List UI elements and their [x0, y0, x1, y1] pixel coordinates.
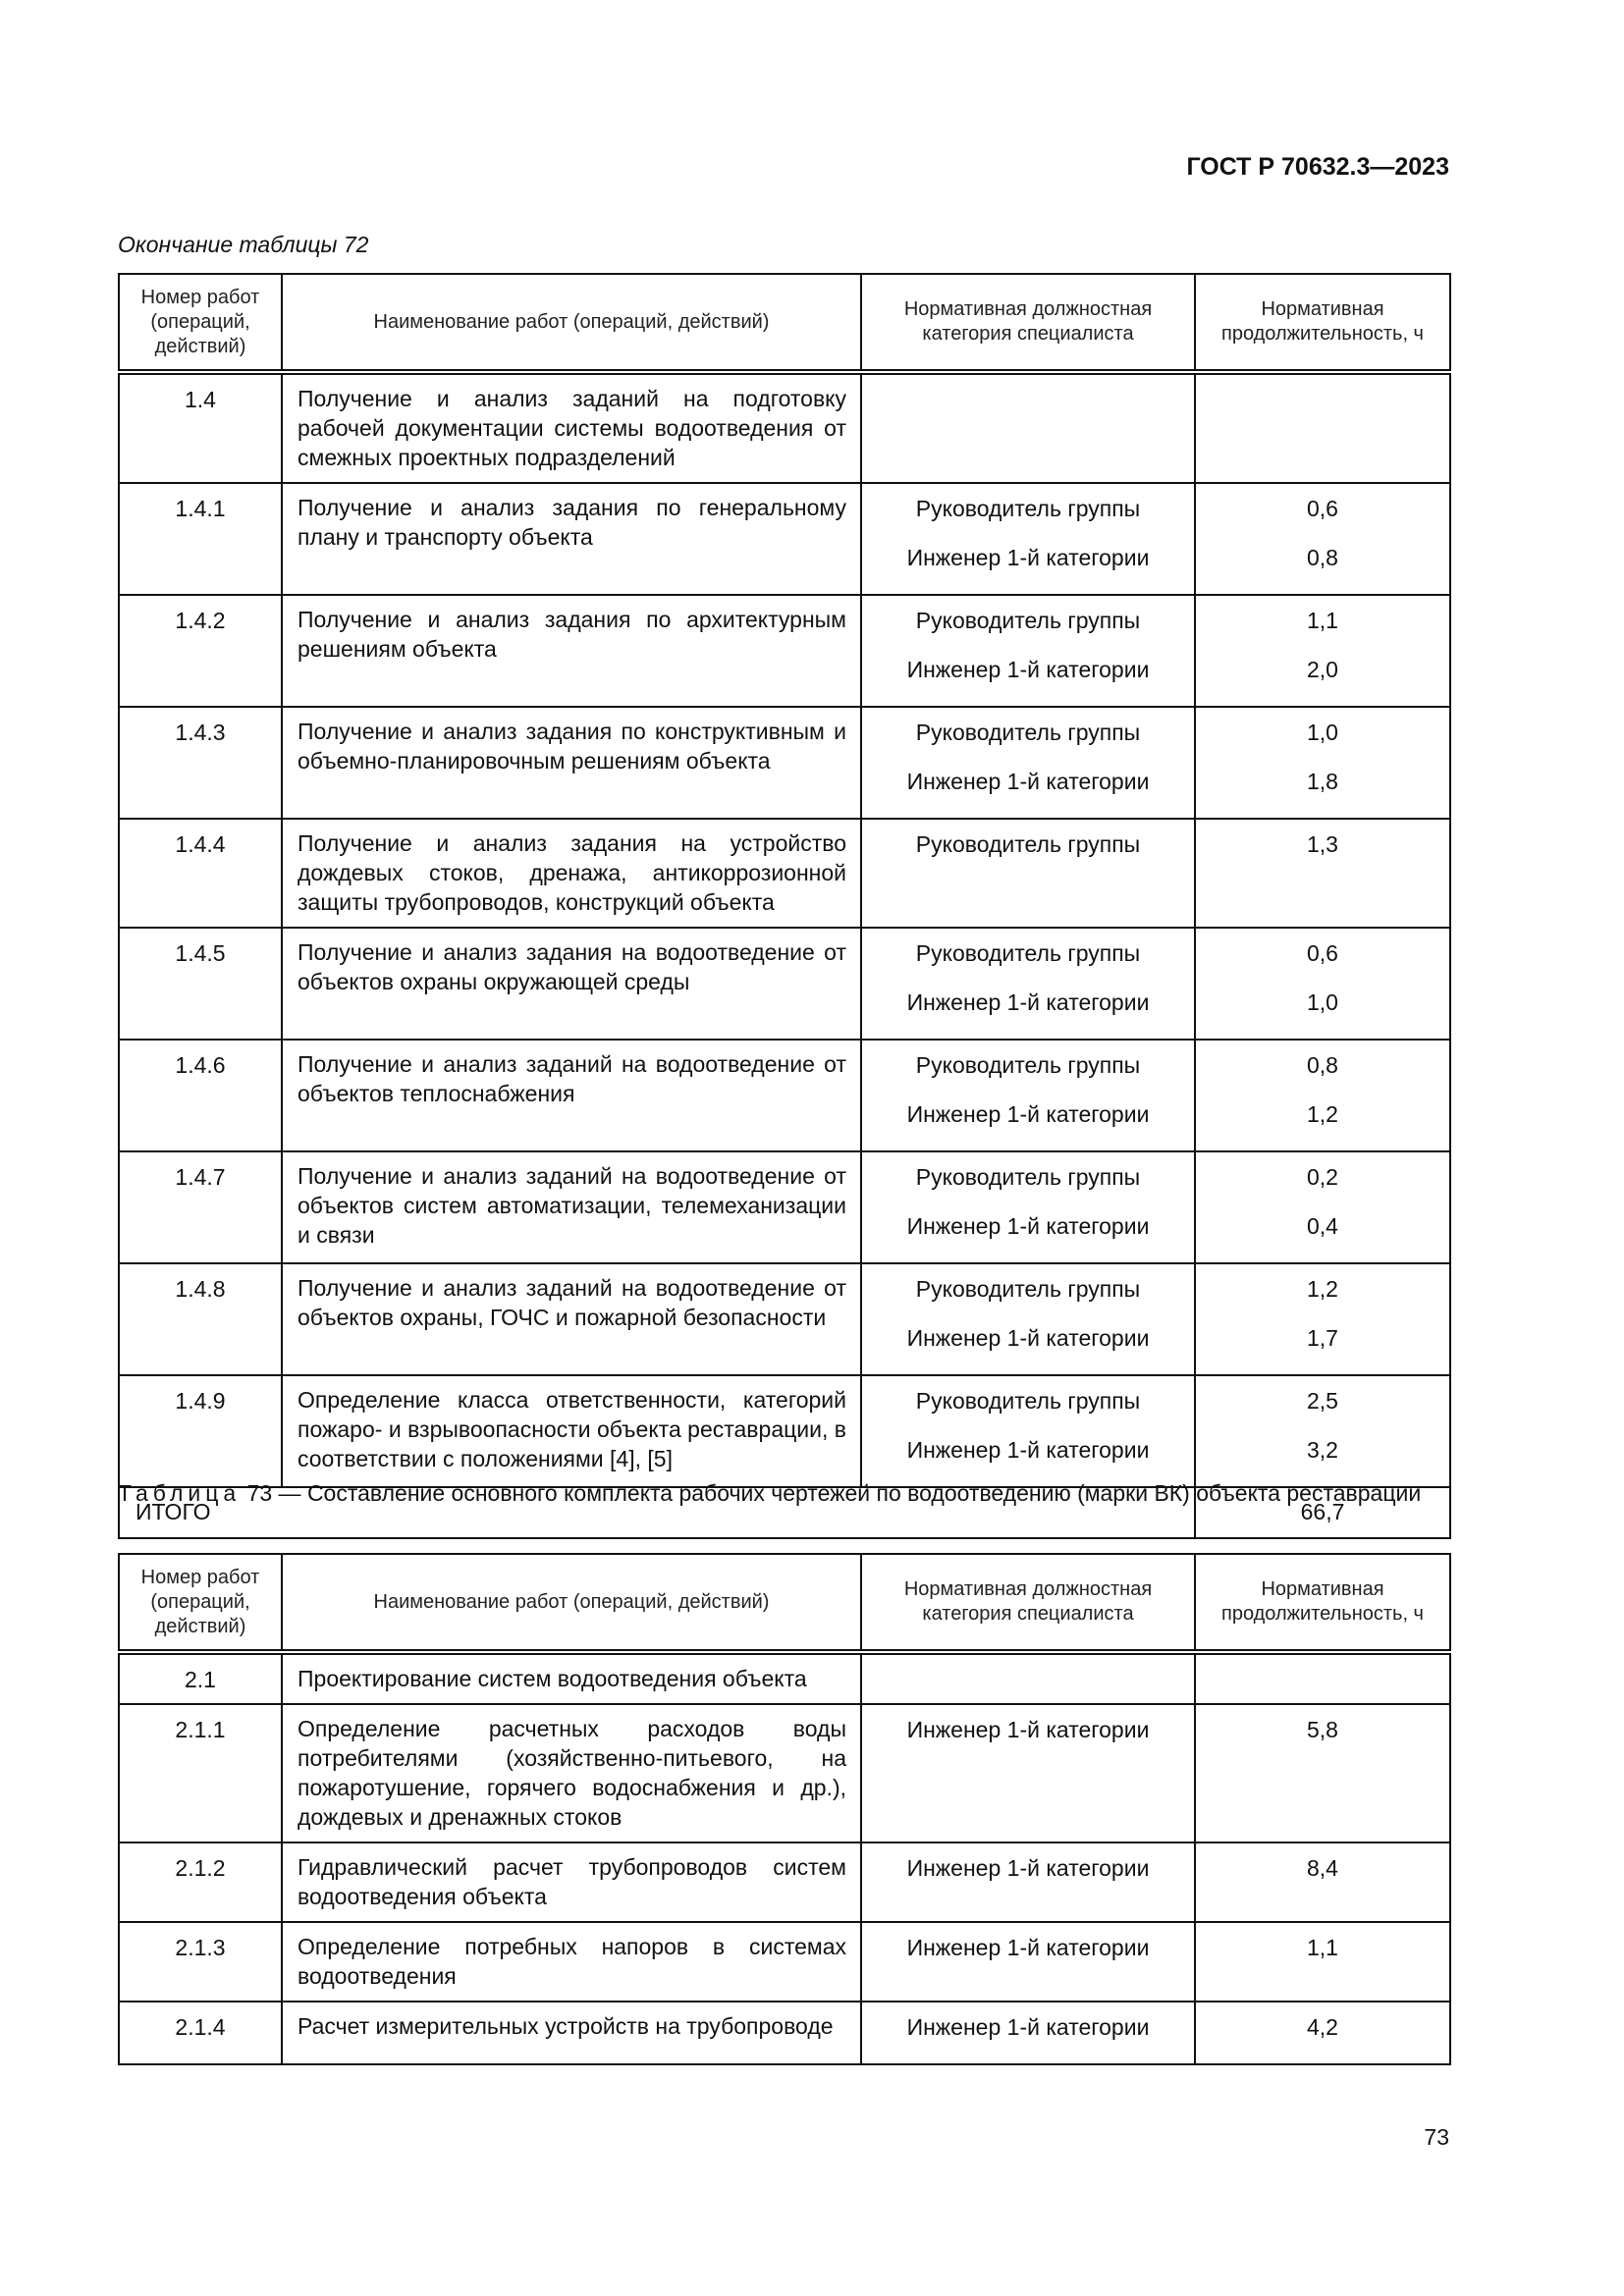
specialist-category-cell	[861, 1652, 1195, 1704]
duration-value: 0,8	[1307, 1052, 1338, 1078]
column-header-duration: Нормативная продолжительность, ч	[1195, 274, 1450, 372]
specialist-category-cell	[861, 1922, 1195, 2002]
specialist-category: Руководитель группы	[915, 1388, 1141, 1414]
specialist-category-cell	[861, 928, 1195, 1040]
work-number-cell: 1.4.3	[119, 707, 282, 819]
specialist-category-cell	[861, 819, 1195, 928]
duration-value: 1,2	[1307, 1101, 1338, 1127]
work-name-cell: Получение и анализ задания по архитектурным решениям объекта	[282, 595, 861, 707]
total-label: ИТОГО	[119, 1487, 1195, 1538]
duration-value: 2,5	[1307, 1388, 1338, 1414]
work-name-cell: Определение класса ответственности, категорий пожаро- и взрывоопасности объекта реставрации, в соответствии с положениями [4], [5]	[282, 1375, 861, 1487]
duration-cell	[1195, 707, 1450, 819]
specialist-category-cell	[861, 1842, 1195, 1922]
specialist-category-cell	[861, 2002, 1195, 2064]
duration-cell	[1195, 2002, 1450, 2064]
column-header-category: Нормативная должностная категория специалиста	[861, 1554, 1195, 1652]
work-name-cell: Получение и анализ заданий на водоотведение от объектов систем автоматизации, телемеханизации и связи	[282, 1151, 861, 1263]
duration-value: 1,8	[1307, 769, 1338, 794]
specialist-category: Руководитель группы	[915, 831, 1141, 857]
duration-cell	[1195, 1652, 1450, 1704]
work-number-cell: 2.1.3	[119, 1922, 282, 2002]
table-row	[119, 819, 1450, 928]
specialist-category: Инженер 1-й категории	[906, 1101, 1150, 1127]
duration-value: 1,1	[1307, 608, 1338, 633]
specialist-category-cell	[861, 483, 1195, 595]
specialist-category-cell	[861, 1040, 1195, 1151]
duration-value: 0,2	[1307, 1164, 1338, 1190]
column-header-number: Номер работ (операций, действий)	[119, 274, 282, 372]
specialist-category: Руководитель группы	[915, 1276, 1141, 1302]
document-code: ГОСТ Р 70632.3—2023	[1186, 153, 1449, 181]
work-number-cell: 1.4	[119, 372, 282, 483]
column-header-duration: Нормативная продолжительность, ч	[1195, 1554, 1450, 1652]
duration-value: 4,2	[1307, 2014, 1338, 2040]
column-header-name: Наименование работ (операций, действий)	[282, 274, 861, 372]
specialist-category: Инженер 1-й категории	[906, 1437, 1150, 1463]
work-number-cell: 2.1.1	[119, 1704, 282, 1842]
duration-value: 1,0	[1307, 720, 1338, 745]
specialist-category: Инженер 1-й категории	[906, 1325, 1150, 1351]
duration-cell	[1195, 595, 1450, 707]
duration-value: 1,2	[1307, 1276, 1338, 1302]
duration-value: 8,4	[1307, 1855, 1338, 1881]
table-row	[119, 1151, 1450, 1263]
duration-cell	[1195, 1263, 1450, 1375]
specialist-category-cell	[861, 1151, 1195, 1263]
specialist-category: Инженер 1-й категории	[906, 1855, 1150, 1881]
specialist-category: Инженер 1-й категории	[906, 657, 1150, 682]
work-name-cell: Проектирование систем водоотведения объекта	[282, 1652, 861, 1704]
duration-value: 3,2	[1307, 1437, 1338, 1463]
duration-cell	[1195, 1040, 1450, 1151]
duration-cell	[1195, 372, 1450, 483]
work-name-cell: Определение расчетных расходов воды потребителями (хозяйственно-питьевого, на пожаротушение, горячего водоснабжения и др.), дождевых и дренажных стоков	[282, 1704, 861, 1842]
work-number-cell: 1.4.7	[119, 1151, 282, 1263]
duration-cell	[1195, 928, 1450, 1040]
table-row	[119, 1040, 1450, 1151]
duration-cell	[1195, 1842, 1450, 1922]
specialist-category: Руководитель группы	[915, 496, 1141, 521]
specialist-category: Руководитель группы	[915, 1052, 1141, 1078]
work-name-cell: Определение потребных напоров в системах водоотведения	[282, 1922, 861, 2002]
specialist-category-cell	[861, 595, 1195, 707]
work-number-cell: 1.4.4	[119, 819, 282, 928]
table-72-caption: Окончание таблицы 72	[118, 232, 369, 257]
total-value: 66,7	[1195, 1487, 1450, 1538]
work-name-cell: Получение и анализ задания по конструктивным и объемно-планировочным решениям объекта	[282, 707, 861, 819]
specialist-category: Инженер 1-й категории	[906, 2014, 1150, 2040]
specialist-category: Руководитель группы	[915, 608, 1141, 633]
duration-cell	[1195, 1704, 1450, 1842]
specialist-category-cell	[861, 1263, 1195, 1375]
work-name-cell: Получение и анализ задания на водоотведение от объектов охраны окружающей среды	[282, 928, 861, 1040]
duration-value: 1,1	[1307, 1935, 1338, 1960]
duration-value: 2,0	[1307, 657, 1338, 682]
work-number-cell: 1.4.5	[119, 928, 282, 1040]
specialist-category-cell	[861, 1375, 1195, 1487]
duration-value: 1,7	[1307, 1325, 1338, 1351]
table-row	[119, 595, 1450, 707]
specialist-category: Инженер 1-й категории	[906, 769, 1150, 794]
specialist-category-cell	[861, 1704, 1195, 1842]
work-number-cell: 2.1.4	[119, 2002, 282, 2064]
duration-cell	[1195, 819, 1450, 928]
work-name-cell: Получение и анализ заданий на подготовку рабочей документации системы водоотведения от смежных проектных подразделений	[282, 372, 861, 483]
table-row	[119, 1263, 1450, 1375]
table-73-caption	[118, 1478, 1449, 1508]
specialist-category: Инженер 1-й категории	[906, 989, 1150, 1015]
table-header-row	[119, 274, 1450, 372]
duration-value: 1,0	[1307, 989, 1338, 1015]
specialist-category: Руководитель группы	[915, 1164, 1141, 1190]
specialist-category-cell	[861, 372, 1195, 483]
work-number-cell: 1.4.2	[119, 595, 282, 707]
specialist-category: Руководитель группы	[915, 940, 1141, 966]
work-number-cell: 2.1	[119, 1652, 282, 1704]
work-number-cell: 1.4.6	[119, 1040, 282, 1151]
table-row	[119, 483, 1450, 595]
duration-cell	[1195, 483, 1450, 595]
specialist-category: Инженер 1-й категории	[906, 1935, 1150, 1960]
table-72	[118, 273, 1451, 1539]
duration-cell	[1195, 1375, 1450, 1487]
table-73-caption-prefix: Таблица	[118, 1480, 242, 1506]
table-row	[119, 1375, 1450, 1487]
table-row	[119, 1652, 1450, 1704]
duration-value: 0,6	[1307, 940, 1338, 966]
duration-value: 0,8	[1307, 545, 1338, 570]
table-73	[118, 1553, 1451, 2065]
work-name-cell: Гидравлический расчет трубопроводов систем водоотведения объекта	[282, 1842, 861, 1922]
duration-value: 0,6	[1307, 496, 1338, 521]
specialist-category: Инженер 1-й категории	[906, 1213, 1150, 1239]
table-row	[119, 1704, 1450, 1842]
specialist-category: Инженер 1-й категории	[906, 545, 1150, 570]
work-name-cell: Получение и анализ задания по генеральному плану и транспорту объекта	[282, 483, 861, 595]
table-header-row	[119, 1554, 1450, 1652]
column-header-category: Нормативная должностная категория специалиста	[861, 274, 1195, 372]
work-number-cell: 1.4.9	[119, 1375, 282, 1487]
table-row	[119, 928, 1450, 1040]
work-name-cell: Расчет измерительных устройств на трубопроводе	[282, 2002, 861, 2064]
work-number-cell: 1.4.8	[119, 1263, 282, 1375]
table-row	[119, 707, 1450, 819]
specialist-category-cell	[861, 707, 1195, 819]
duration-cell	[1195, 1922, 1450, 2002]
specialist-category: Инженер 1-й категории	[906, 1717, 1150, 1742]
duration-value: 1,3	[1307, 831, 1338, 857]
table-row	[119, 372, 1450, 483]
table-row	[119, 2002, 1450, 2064]
duration-cell	[1195, 1151, 1450, 1263]
column-header-name: Наименование работ (операций, действий)	[282, 1554, 861, 1652]
work-number-cell: 2.1.2	[119, 1842, 282, 1922]
duration-value: 5,8	[1307, 1717, 1338, 1742]
specialist-category: Руководитель группы	[915, 720, 1141, 745]
work-name-cell: Получение и анализ задания на устройство дождевых стоков, дренажа, антикоррозионной защиты трубопроводов, конструкций объекта	[282, 819, 861, 928]
column-header-number: Номер работ (операций, действий)	[119, 1554, 282, 1652]
table-row	[119, 1922, 1450, 2002]
work-name-cell: Получение и анализ заданий на водоотведение от объектов охраны, ГОЧС и пожарной безопасности	[282, 1263, 861, 1375]
work-name-cell: Получение и анализ заданий на водоотведение от объектов теплоснабжения	[282, 1040, 861, 1151]
table-row	[119, 1842, 1450, 1922]
duration-value: 0,4	[1307, 1213, 1338, 1239]
table-73-caption-text: 73 — Составление основного комплекта рабочих чертежей по водоотведению (марки ВК) объекта реставрации	[246, 1480, 1422, 1506]
page-number: 73	[1424, 2124, 1449, 2150]
work-number-cell: 1.4.1	[119, 483, 282, 595]
